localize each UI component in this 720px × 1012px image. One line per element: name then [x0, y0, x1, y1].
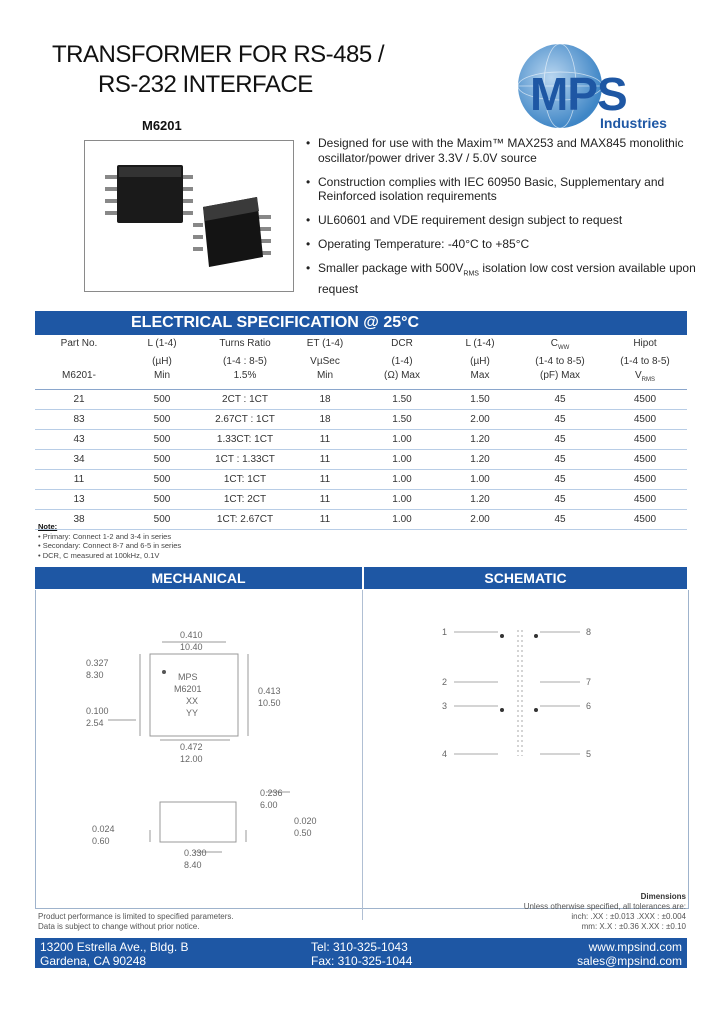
table-cell: 2.00: [443, 410, 517, 430]
transformer-image: [85, 141, 293, 291]
feature-item: • Operating Temperature: -40°C to +85°C: [302, 237, 702, 252]
pin-label: 1: [442, 627, 448, 637]
col-header: (1-4 to 8-5): [535, 356, 585, 367]
dim-label: 0.410: [180, 630, 203, 640]
table-cell: 1.50: [361, 390, 443, 410]
feature-item: • Construction complies with IEC 60950 Basic, Supplementary and Reinforced isolation requirements: [302, 175, 702, 204]
table-cell: 1.20: [443, 430, 517, 450]
table-cell: 43: [35, 430, 123, 450]
dim-label: 0.024: [92, 824, 115, 834]
table-row: [35, 410, 687, 430]
disclaimer: [38, 912, 234, 932]
col-header: Min: [123, 369, 201, 390]
pin-label: 7: [586, 677, 592, 687]
package-marking: XX: [186, 696, 199, 706]
dim-label: 10.50: [258, 698, 281, 708]
col-header: 1.5%: [201, 369, 289, 390]
title-line-2: RS-232 INTERFACE: [98, 71, 313, 98]
col-header: [603, 369, 687, 390]
col-header: Hipot: [633, 338, 657, 349]
col-header: Turns Ratio: [219, 338, 271, 349]
table-cell: 45: [517, 490, 603, 510]
dim-label: 0.472: [180, 742, 203, 752]
product-photo: [84, 140, 294, 292]
table-cell: 1CT: 1CT: [201, 470, 289, 490]
col-header-text: C: [550, 338, 558, 349]
table-cell: 500: [123, 510, 201, 530]
col-header: (µH): [152, 356, 172, 367]
dim-label: 10.40: [180, 642, 203, 652]
feature-text: isolation low cost version available upon request: [318, 261, 696, 296]
table-cell: 45: [517, 410, 603, 430]
table-cell: 83: [35, 410, 123, 430]
table-cell: 11: [289, 490, 361, 510]
table-cell: 4500: [603, 490, 687, 510]
table-cell: 2CT : 1CT: [201, 390, 289, 410]
contact-block: [577, 940, 682, 968]
website-link[interactable]: www.mpsind.com: [588, 940, 682, 954]
dim-label: 0.236: [260, 788, 283, 798]
table-row: [35, 390, 687, 410]
table-cell: 1.00: [443, 470, 517, 490]
feature-item: • Designed for use with the Maxim™ MAX253 and MAX845 monolithic oscillator/power driver 3.3V / 5.0V source: [302, 136, 702, 165]
col-header: (1-4 : 8-5): [223, 356, 267, 367]
table-cell: 13: [35, 490, 123, 510]
mechanical-title: MECHANICAL: [35, 567, 362, 589]
dim-label: 0.100: [86, 706, 109, 716]
col-header-sub: RMS: [641, 377, 655, 383]
pin-label: 4: [442, 749, 448, 759]
dim-label: 12.00: [180, 754, 203, 764]
feature-subscript: RMS: [463, 270, 479, 278]
table-cell: 18: [289, 410, 361, 430]
table-cell: 1.00: [361, 510, 443, 530]
mechanical-drawing: [40, 592, 358, 892]
schematic-drawing: [440, 620, 610, 760]
table-cell: 2.00: [443, 510, 517, 530]
table-cell: 1.00: [361, 470, 443, 490]
disclaimer-line: Data is subject to change without prior notice.: [38, 922, 200, 931]
table-cell: 18: [289, 390, 361, 410]
table-row: [35, 430, 687, 450]
notes: [38, 522, 181, 560]
table-cell: 1.00: [361, 430, 443, 450]
table-cell: 1.00: [361, 450, 443, 470]
spec-title: ELECTRICAL SPECIFICATION @ 25°C: [131, 314, 420, 331]
table-cell: 1.20: [443, 450, 517, 470]
table-cell: 21: [35, 390, 123, 410]
page-title: [52, 40, 384, 100]
pin-label: 3: [442, 701, 448, 711]
spec-table: [35, 337, 687, 530]
table-cell: 1.20: [443, 490, 517, 510]
mps-logo: [510, 38, 690, 138]
address: [40, 940, 189, 968]
table-cell: 4500: [603, 390, 687, 410]
section-divider: [362, 590, 363, 920]
table-cell: 45: [517, 510, 603, 530]
table-cell: 500: [123, 390, 201, 410]
col-header: Min: [289, 369, 361, 390]
pin-label: 2: [442, 677, 448, 687]
pin-label: 5: [586, 749, 592, 759]
logo-subtitle: Industries: [600, 115, 667, 131]
col-header-sub: WW: [557, 345, 570, 351]
col-header: (1-4): [391, 356, 413, 367]
logo-mark: MPS: [530, 68, 627, 120]
dim-label: 8.40: [184, 860, 202, 870]
col-header: (pF) Max: [517, 369, 603, 390]
disclaimer-line: Product performance is limited to specified parameters.: [38, 912, 234, 921]
col-header: (Ω) Max: [361, 369, 443, 390]
col-header: [35, 355, 123, 369]
dimensions-line: inch: .XX : ±0.013 .XXX : ±0.004: [571, 912, 686, 921]
package-marking: MPS: [178, 672, 198, 682]
footer: [35, 938, 687, 968]
table-cell: 500: [123, 450, 201, 470]
col-header: M6201-: [35, 369, 123, 390]
phone-block: [311, 940, 412, 968]
col-header: (1-4 to 8-5): [620, 356, 670, 367]
feature-item: [302, 261, 702, 296]
tel: Tel: 310-325-1043: [311, 940, 408, 954]
table-cell: 1.50: [361, 410, 443, 430]
table-cell: 1.50: [443, 390, 517, 410]
table-cell: 11: [289, 430, 361, 450]
col-header: [517, 337, 603, 355]
table-row: [35, 450, 687, 470]
spec-title-bar: [35, 311, 687, 335]
feature-text: Smaller package with 500V: [318, 261, 464, 275]
table-cell: 38: [35, 510, 123, 530]
dim-label: 0.50: [294, 828, 312, 838]
note-line: • DCR, C measured at 100kHz, 0.1V: [38, 550, 160, 560]
dim-label: 0.413: [258, 686, 281, 696]
dim-label: 0.327: [86, 658, 109, 668]
package-outline: [150, 654, 238, 736]
dim-label: 0.330: [184, 848, 207, 858]
dim-label: 0.60: [92, 836, 110, 846]
dim-label: 0.020: [294, 816, 317, 826]
table-cell: 1.33CT: 1CT: [201, 430, 289, 450]
col-header: Part No.: [60, 338, 98, 349]
note-line: • Primary: Connect 1-2 and 3-4 in series: [38, 531, 172, 541]
pin-label: 6: [586, 701, 592, 711]
table-cell: 45: [517, 470, 603, 490]
col-header: (µH): [470, 356, 490, 367]
dim-label: 8.30: [86, 670, 104, 680]
title-line-1: TRANSFORMER FOR RS-485 /: [52, 41, 385, 68]
table-cell: 45: [517, 430, 603, 450]
address-line: 13200 Estrella Ave., Bldg. B: [40, 940, 189, 954]
col-header: VµSec: [310, 356, 340, 367]
table-cell: 1.00: [361, 490, 443, 510]
table-cell: 4500: [603, 450, 687, 470]
col-header: Max: [443, 369, 517, 390]
col-header: DCR: [391, 338, 413, 349]
col-header: L (1-4): [465, 338, 495, 349]
table-cell: 45: [517, 450, 603, 470]
table-cell: 1CT: 2.67CT: [201, 510, 289, 530]
email-link[interactable]: sales@mpsind.com: [577, 954, 682, 968]
note-line: • Secondary: Connect 8-7 and 6-5 in series: [38, 541, 182, 550]
table-cell: 500: [123, 430, 201, 450]
table-cell: 4500: [603, 470, 687, 490]
col-header-text: V: [634, 370, 642, 381]
dimensions-line: mm: X.X : ±0.36 X.XX : ±0.10: [581, 922, 686, 931]
table-cell: 1CT: 2CT: [201, 490, 289, 510]
table-cell: 4500: [603, 430, 687, 450]
dim-label: 2.54: [86, 718, 104, 728]
table-cell: 1CT : 1.33CT: [201, 450, 289, 470]
table-cell: 500: [123, 470, 201, 490]
dim-label: 6.00: [260, 800, 278, 810]
col-header: ET (1-4): [306, 338, 344, 349]
table-row: [35, 490, 687, 510]
feature-item: • UL60601 and VDE requirement design subject to request: [302, 213, 702, 228]
package-marking: YY: [186, 708, 199, 718]
table-cell: 500: [123, 410, 201, 430]
feature-list: [302, 136, 702, 306]
table-cell: 2.67CT : 1CT: [201, 410, 289, 430]
dimensions-line: Unless otherwise specified, all tolerances are:: [523, 902, 686, 911]
table-cell: 11: [289, 470, 361, 490]
table-cell: 11: [289, 450, 361, 470]
table-cell: 4500: [603, 410, 687, 430]
table-cell: 11: [35, 470, 123, 490]
address-line: Gardena, CA 90248: [40, 954, 147, 968]
dimensions-note: [500, 892, 686, 932]
table-cell: 4500: [603, 510, 687, 530]
pin-label: 8: [586, 627, 592, 637]
dimensions-heading: Dimensions: [640, 892, 686, 901]
fax: Fax: 310-325-1044: [311, 954, 413, 968]
package-marking: M6201: [174, 684, 202, 694]
part-number: M6201: [142, 118, 182, 133]
table-cell: 45: [517, 390, 603, 410]
schematic-title: SCHEMATIC: [364, 567, 687, 589]
notes-heading: Note:: [38, 522, 58, 531]
table-cell: 500: [123, 490, 201, 510]
col-header: L (1-4): [147, 338, 177, 349]
table-cell: 34: [35, 450, 123, 470]
table-row: [35, 470, 687, 490]
table-cell: 11: [289, 510, 361, 530]
